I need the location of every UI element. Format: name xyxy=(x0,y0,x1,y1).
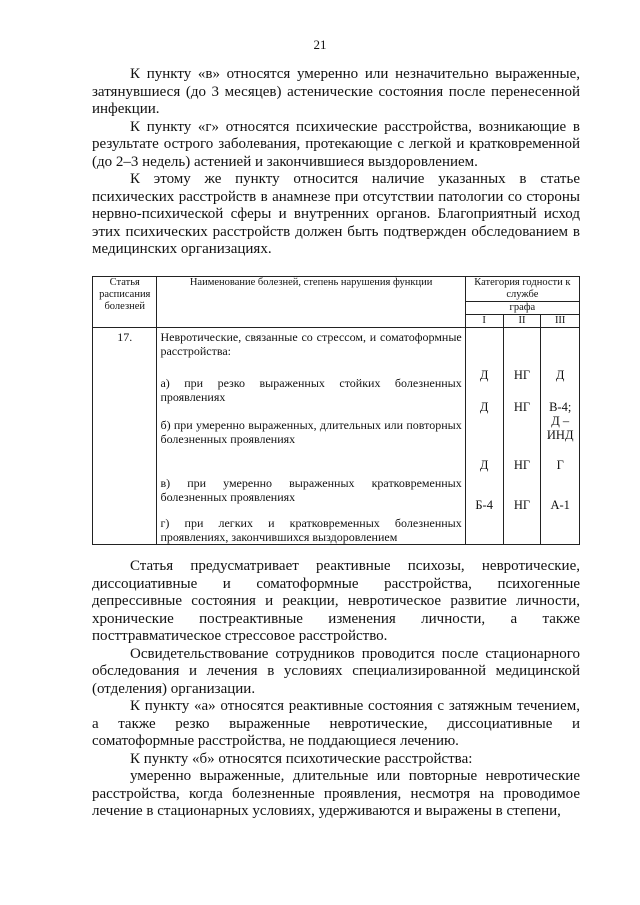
paragraph: К этому же пункту относится наличие указанных в статье психических расстройств в анамнезе при отсутствии патологии со стороны нервно-психической сферы и внутренних органов. Благоприятный исход этих психических расстройств должен быть подтвержден обследованием в медицинских организациях. xyxy=(92,171,580,257)
top-text-block xyxy=(92,66,580,259)
header-col-2: II xyxy=(503,315,541,328)
bottom-text-block xyxy=(92,558,580,821)
header-name: Наименование болезней, степень нарушения функции xyxy=(157,277,465,328)
item-a: а) при резко выраженных стойких болезненных проявлениях xyxy=(160,376,462,404)
disease-intro: Невротические, связанные со стрессом, и соматоформные расстройства: xyxy=(160,330,462,358)
value-c-2: НГ xyxy=(513,458,531,472)
fitness-category-table xyxy=(92,276,580,545)
value-d-2: НГ xyxy=(513,498,531,512)
value-b-1: Д xyxy=(479,400,489,414)
paragraph: умеренно выраженные, длительные или повторные невротические расстройства, когда болезненные проявления, несмотря на проводимое лечение в стационарных условиях, удерживаются и выражены в степени, xyxy=(92,768,580,819)
col-2-values xyxy=(503,328,541,545)
article-number: 17. xyxy=(93,328,157,545)
header-col-1: I xyxy=(465,315,503,328)
header-col-3: III xyxy=(541,315,580,328)
value-c-1: Д xyxy=(479,458,489,472)
paragraph: Освидетельствование сотрудников проводится после стационарного обследования и лечения в условиях специализированной медицинской (отделения) организации. xyxy=(92,645,580,697)
value-a-3: Д xyxy=(555,368,565,382)
value-d-3: А-1 xyxy=(550,498,570,512)
value-d-1: Б-4 xyxy=(475,498,493,512)
paragraph: К пункту «г» относятся психические расстройства, возникающие в результате острого заболевания, протекающие с легкой и кратковременной (до 2–3 недель) астенией и закончившиеся выздоровлением. xyxy=(92,118,580,170)
page-number: 21 xyxy=(313,37,327,52)
paragraph: К пункту «б» относятся психотические расстройства: xyxy=(130,750,473,767)
header-category: Категория годности к службе xyxy=(465,277,579,302)
item-b: б) при умеренно выраженных, длительных или повторных болезненных проявлениях xyxy=(160,418,462,446)
col-3-values xyxy=(541,328,580,545)
value-b-2: НГ xyxy=(513,400,531,414)
value-b-3: В-4; Д – ИНД xyxy=(546,400,574,442)
value-a-2: НГ xyxy=(513,368,531,382)
paragraph: К пункту «в» относятся умеренно или незначительно выраженные, затянувшиеся (до 3 месяцев) астенические состояния после перенесенной инфекции. xyxy=(92,66,580,117)
col-1-values xyxy=(465,328,503,545)
value-a-1: Д xyxy=(479,368,489,382)
paragraph: Статья предусматривает реактивные психозы, невротические, диссоциативные и соматоформные расстройства, психогенные депрессивные состояния и реакции, невротическое развитие личности, хронические постреактивные изменения личности, а также посттравматическое стрессовое расстройство. xyxy=(92,558,580,644)
paragraph: К пункту «а» относятся реактивные состояния с затяжным течением, а также резко выраженные невротические, диссоциативные и соматоформные расстройства, не поддающиеся лечению. xyxy=(92,698,580,749)
item-d: г) при легких и кратковременных болезненных проявлениях, закончившихся выздоровлением xyxy=(160,516,462,544)
value-c-3: Г xyxy=(556,458,564,472)
header-column: графа xyxy=(465,302,579,315)
disease-cell xyxy=(157,328,465,545)
table-row xyxy=(93,328,580,545)
header-article: Статья расписания болезней xyxy=(93,277,157,328)
item-c: в) при умеренно выраженных кратковременных болезненных проявлениях xyxy=(160,476,462,504)
